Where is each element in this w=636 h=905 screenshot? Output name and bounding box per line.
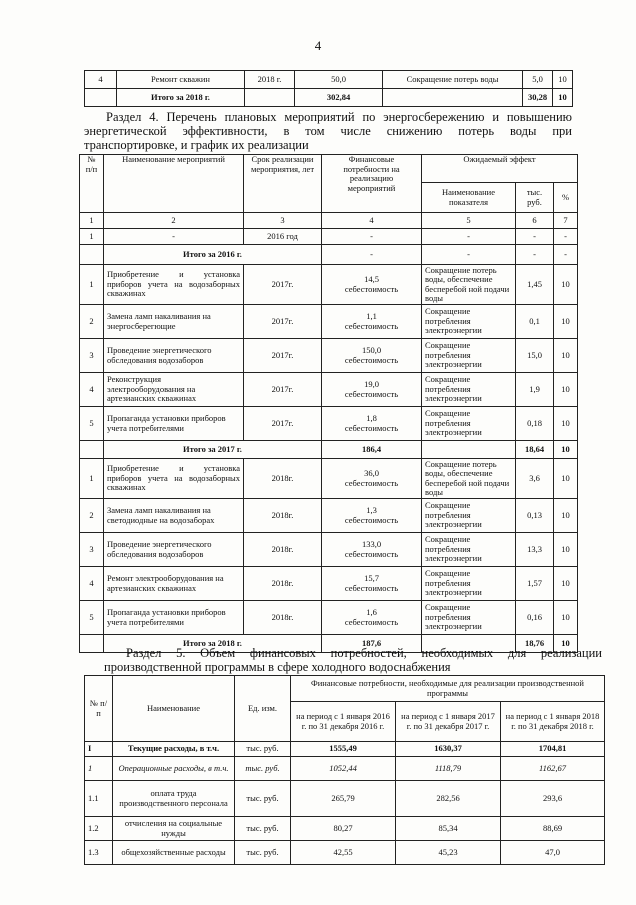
section4-table [79, 154, 578, 653]
cell: Замена ламп накаливания на энергосберегющие [104, 305, 244, 339]
column-header: на период с 1 января 2018 г. по 31 декабря 2018 г. [501, 702, 605, 742]
cell: Итого за 2017 г. [104, 441, 322, 459]
cell: Сокращение потребления электроэнергии [422, 373, 516, 407]
cell: 10 [554, 265, 578, 305]
cell: 2 [80, 499, 104, 533]
cell: Итого за 2018 г. [117, 89, 245, 107]
cost-value: 1,1 [366, 311, 377, 321]
column-header: Финансовые потребности на реализацию мероприятий [322, 155, 422, 213]
cost-value: 15,7 [364, 573, 379, 583]
cell: 2018г. [244, 533, 322, 567]
cell: Пропаганда установки приборов учета потребителями [104, 407, 244, 441]
cell: 4 [322, 213, 422, 229]
table-row [85, 781, 605, 817]
cell: 45,23 [396, 841, 501, 865]
cell: 1.2 [85, 817, 113, 841]
cell: 186,4 [322, 441, 422, 459]
cell [322, 601, 422, 635]
cell: 1 [80, 459, 104, 499]
cell: 47,0 [501, 841, 605, 865]
cell: Проведение энергетического обследования водозаборов [104, 533, 244, 567]
cost-value: 1,6 [366, 607, 377, 617]
cell: Ремонт скважин [117, 71, 245, 89]
cell: 10 [554, 533, 578, 567]
section5-table [84, 675, 605, 865]
cell [322, 499, 422, 533]
column-header: тыс. руб. [516, 183, 554, 213]
section5-heading [104, 646, 602, 674]
cell: Реконструкция электрооборудования на артезианских скважинах [104, 373, 244, 407]
cell: 80,27 [291, 817, 396, 841]
cell: Итого за 2016 г. [104, 245, 322, 265]
table-header-row [85, 676, 605, 702]
heading-line: Раздел 4. Перечень плановых мероприятий по энергосбережению и повышению [106, 110, 572, 124]
cell [322, 533, 422, 567]
cell [322, 305, 422, 339]
table-header-row [80, 155, 578, 183]
cell: 30,28 [523, 89, 553, 107]
cell: Сокращение потерь воды [383, 71, 523, 89]
cell: Ремонт электрооборудования на артезианских скважинах [104, 567, 244, 601]
cell: 1555,49 [291, 742, 396, 757]
cell: Сокращение потребления электроэнергии [422, 533, 516, 567]
cell: 2017г. [244, 305, 322, 339]
cell: 0,18 [516, 407, 554, 441]
table-row [85, 89, 573, 107]
cell: 50,0 [295, 71, 383, 89]
cell: 15,0 [516, 339, 554, 373]
cell [80, 441, 104, 459]
cell: 2018г. [244, 459, 322, 499]
cell: 1118,79 [396, 757, 501, 781]
cell: 85,34 [396, 817, 501, 841]
cell: - [322, 245, 422, 265]
table-row [80, 305, 578, 339]
cell: - [422, 229, 516, 245]
cost-note: себестоимость [344, 582, 399, 593]
table-row [80, 407, 578, 441]
cell: 2018г. [244, 567, 322, 601]
cost-value: 19,0 [364, 379, 379, 389]
cell: 10 [553, 71, 573, 89]
cell: 10 [554, 441, 578, 459]
cell: 5,0 [523, 71, 553, 89]
column-header: Наименование мероприятий [104, 155, 244, 213]
table-row [85, 817, 605, 841]
heading-line: Раздел 5. Объем финансовых потребностей, необходимых для реализации [126, 646, 602, 660]
cell: 5 [422, 213, 516, 229]
column-header: Наименование [113, 676, 235, 742]
cell [322, 459, 422, 499]
cell: 187,6 [322, 635, 422, 653]
cell: 1 [85, 757, 113, 781]
cell: Приобретение и установка приборов учета на водозаборных скважинах [104, 459, 244, 499]
table-row [80, 499, 578, 533]
cell: 10 [554, 635, 578, 653]
cell [322, 373, 422, 407]
top-table [84, 70, 573, 107]
cell [80, 245, 104, 265]
cell: 0,16 [516, 601, 554, 635]
cell: - [104, 229, 244, 245]
cell: Приобретение и установка приборов учета на водозаборных скважинах [104, 265, 244, 305]
cell [322, 407, 422, 441]
column-header: № п/п [80, 155, 104, 213]
cell: тыс. руб. [235, 817, 291, 841]
table-row [85, 742, 605, 757]
cell: 1162,67 [501, 757, 605, 781]
cell [322, 567, 422, 601]
cell: 1.1 [85, 781, 113, 817]
cost-note: себестоимость [344, 283, 399, 294]
cell: 3 [244, 213, 322, 229]
cost-note: себестоимость [344, 514, 399, 525]
cell: 42,55 [291, 841, 396, 865]
cell: 1 [80, 213, 104, 229]
heading-line: производственной программы в сфере холодного водоснабжения [104, 660, 451, 674]
column-header: % [554, 183, 578, 213]
table-row [80, 441, 578, 459]
cell: 2017г. [244, 265, 322, 305]
cell: 2016 год [244, 229, 322, 245]
column-header: на период с 1 января 2016 г. по 31 декабря 2016 г. [291, 702, 396, 742]
heading-line: энергетической эффективности, в том числе снижению потерь воды при [84, 124, 572, 138]
cell: 10 [554, 601, 578, 635]
cell [422, 441, 516, 459]
cell: - [516, 229, 554, 245]
cell: 5 [80, 601, 104, 635]
cell: 1,45 [516, 265, 554, 305]
cell: 1052,44 [291, 757, 396, 781]
cost-value: 150,0 [361, 345, 382, 355]
cell: 1,9 [516, 373, 554, 407]
page-number: 4 [314, 38, 322, 53]
cost-value: 133,0 [361, 539, 382, 549]
table-row [80, 459, 578, 499]
column-header: Финансовые потребности, необходимые для реализации производственной программы [291, 676, 605, 702]
cell [322, 265, 422, 305]
cell: 10 [554, 373, 578, 407]
cost-value: 14,5 [364, 274, 379, 284]
table-row [80, 265, 578, 305]
cell: 10 [554, 407, 578, 441]
cell: 302,84 [295, 89, 383, 107]
table-row [85, 841, 605, 865]
cell: 1630,37 [396, 742, 501, 757]
cell: 2 [104, 213, 244, 229]
cell: 1704,81 [501, 742, 605, 757]
cell: Замена ламп накаливания на светодиодные на водозаборах [104, 499, 244, 533]
cell [80, 635, 104, 653]
cell: 4 [80, 567, 104, 601]
cell: 10 [554, 305, 578, 339]
cell: Сокращение потребления электроэнергии [422, 601, 516, 635]
cell: Сокращение потерь воды, обеспечение бесперебой ной подачи воды [422, 459, 516, 499]
cell: Сокращение потребления электроэнергии [422, 339, 516, 373]
cell: 2017г. [244, 373, 322, 407]
cell: 13,3 [516, 533, 554, 567]
table-row [85, 757, 605, 781]
cell: 2018г. [244, 499, 322, 533]
cell: 10 [554, 567, 578, 601]
cell: 6 [516, 213, 554, 229]
cell: Сокращение потребления электроэнергии [422, 305, 516, 339]
cell [245, 89, 295, 107]
cell: тыс. руб. [235, 742, 291, 757]
cell: Сокращение потребления электроэнергии [422, 499, 516, 533]
cell: Итого за 2018 г. [104, 635, 322, 653]
table-row [80, 339, 578, 373]
cell: 3 [80, 339, 104, 373]
cell: 10 [554, 459, 578, 499]
table-row [80, 213, 578, 229]
cell: тыс. руб. [235, 781, 291, 817]
cost-note: себестоимость [344, 388, 399, 399]
cost-note: себестоимость [344, 320, 399, 331]
table-row [85, 71, 573, 89]
cell: - [516, 245, 554, 265]
table-row [80, 245, 578, 265]
cell: Текущие расходы, в т.ч. [113, 742, 235, 757]
cell: Пропаганда установки приборов учета потребителями [104, 601, 244, 635]
cost-value: 1,8 [366, 413, 377, 423]
table-row [80, 567, 578, 601]
cell: 18,76 [516, 635, 554, 653]
cell: 3 [80, 533, 104, 567]
cell: - [554, 245, 578, 265]
cell: оплата труда производственного персонала [113, 781, 235, 817]
cell [383, 89, 523, 107]
cell: - [422, 245, 516, 265]
column-header: Наименование показателя [422, 183, 516, 213]
cost-note: себестоимость [344, 477, 399, 488]
column-header: Срок реализации мероприятия, лет [244, 155, 322, 213]
cell: Сокращение потребления электроэнергии [422, 407, 516, 441]
cell: 265,79 [291, 781, 396, 817]
cell [322, 339, 422, 373]
table-row [80, 373, 578, 407]
cell: 10 [554, 499, 578, 533]
cell: 10 [553, 89, 573, 107]
cell: 0,13 [516, 499, 554, 533]
column-header: Ожидаемый эффект [422, 155, 578, 183]
cell: 10 [554, 339, 578, 373]
column-header: № п/п [85, 676, 113, 742]
cell: 293,6 [501, 781, 605, 817]
section4-heading [84, 110, 572, 152]
cost-note: себестоимость [344, 422, 399, 433]
cell: 2018 г. [245, 71, 295, 89]
cell: 18,64 [516, 441, 554, 459]
cost-note: себестоимость [344, 354, 399, 365]
column-header: Ед. изм. [235, 676, 291, 742]
cell [85, 89, 117, 107]
column-header: на период с 1 января 2017 г. по 31 декабря 2017 г. [396, 702, 501, 742]
cell: тыс. руб. [235, 841, 291, 865]
cell: 3,6 [516, 459, 554, 499]
heading-line: транспортировке, и график их реализации [84, 138, 309, 152]
cell: 4 [85, 71, 117, 89]
cell: 1 [80, 229, 104, 245]
table-row [80, 601, 578, 635]
cost-note: себестоимость [344, 548, 399, 559]
cell: - [322, 229, 422, 245]
table-row [80, 229, 578, 245]
cell: 2017г. [244, 339, 322, 373]
cell: 282,56 [396, 781, 501, 817]
cell: 4 [80, 373, 104, 407]
cost-note: себестоимость [344, 616, 399, 627]
cell: 2018г. [244, 601, 322, 635]
cell: 1.3 [85, 841, 113, 865]
cell: 5 [80, 407, 104, 441]
cell: 1,57 [516, 567, 554, 601]
cost-value: 1,3 [366, 505, 377, 515]
cell: Операционные расходы, в т.ч. [113, 757, 235, 781]
cell: I [85, 742, 113, 757]
cell: 0,1 [516, 305, 554, 339]
cell: отчисления на социальные нужды [113, 817, 235, 841]
cell: 1 [80, 265, 104, 305]
cell: 7 [554, 213, 578, 229]
cell: общехозяйственные расходы [113, 841, 235, 865]
cell: 88,69 [501, 817, 605, 841]
cell: Сокращение потерь воды, обеспечение бесперебой ной подачи воды [422, 265, 516, 305]
table-row [80, 533, 578, 567]
cell: - [554, 229, 578, 245]
cell: Проведение энергетического обследования водозаборов [104, 339, 244, 373]
cell: Сокращение потребления электроэнергии [422, 567, 516, 601]
cell: 2017г. [244, 407, 322, 441]
cost-value: 36,0 [364, 468, 379, 478]
cell: тыс. руб. [235, 757, 291, 781]
cell: 2 [80, 305, 104, 339]
